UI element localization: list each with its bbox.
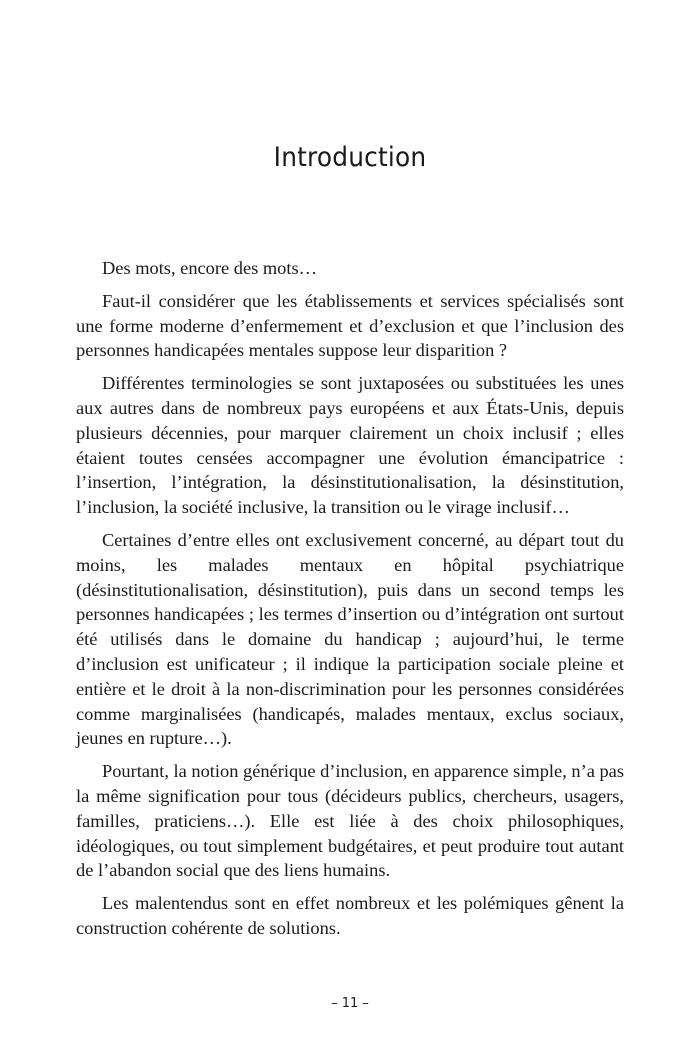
paragraph: Certaines d’entre elles ont exclusivement concerné, au départ tout du moins, les malades mentaux en hôpital psychiatrique (désinstitutionalisation, désinstitution), puis dans un second temps les personnes handicapées ; les termes d’insertion ou d’intégration ont surtout été utilisés dans le domaine du handicap ; aujourd’hui, le terme d’inclusion est unificateur ; il indique la participation sociale pleine et entière et le droit à la non-discrimination pour les personnes considérées comme marginalisées (handicapés, malades mentaux, exclus sociaux, jeunes en rupture…).: [76, 529, 624, 749]
page-number: – 11 –: [331, 996, 369, 1011]
page-title: Introduction: [273, 142, 427, 173]
body-text: [76, 256, 624, 949]
paragraph: Différentes terminologies se sont juxtaposées ou substituées les unes aux autres dans de nombreux pays européens et aux États-Unis, depuis plusieurs décennies, pour marquer clairement un choix inclusif ; elles étaient toutes censées accompagner une évolution émancipatrice : l’insertion, l’intégration, la désinstitutionalisation, la désinstitution, l’inclusion, la société inclusive, la transition ou le virage inclusif…: [76, 373, 624, 518]
paragraph: Les malentendus sont en effet nombreux et les polémiques gênent la construction cohérente de solutions.: [76, 893, 624, 938]
paragraph: Des mots, encore des mots…: [102, 258, 318, 278]
paragraph: Faut-il considérer que les établissements et services spécialisés sont une forme moderne d’enfermement et d’exclusion et que l’inclusion des personnes handicapées mentales suppose leur disparition ?: [76, 290, 624, 361]
paragraph: Pourtant, la notion générique d’inclusion, en apparence simple, n’a pas la même signification pour tous (décideurs publics, chercheurs, usagers, familles, praticiens…). Elle est liée à des choix philosophiques, idéologiques, ou tout simplement budgétaires, et peut produire tout autant de l’abandon social que des liens humains.: [76, 761, 624, 881]
